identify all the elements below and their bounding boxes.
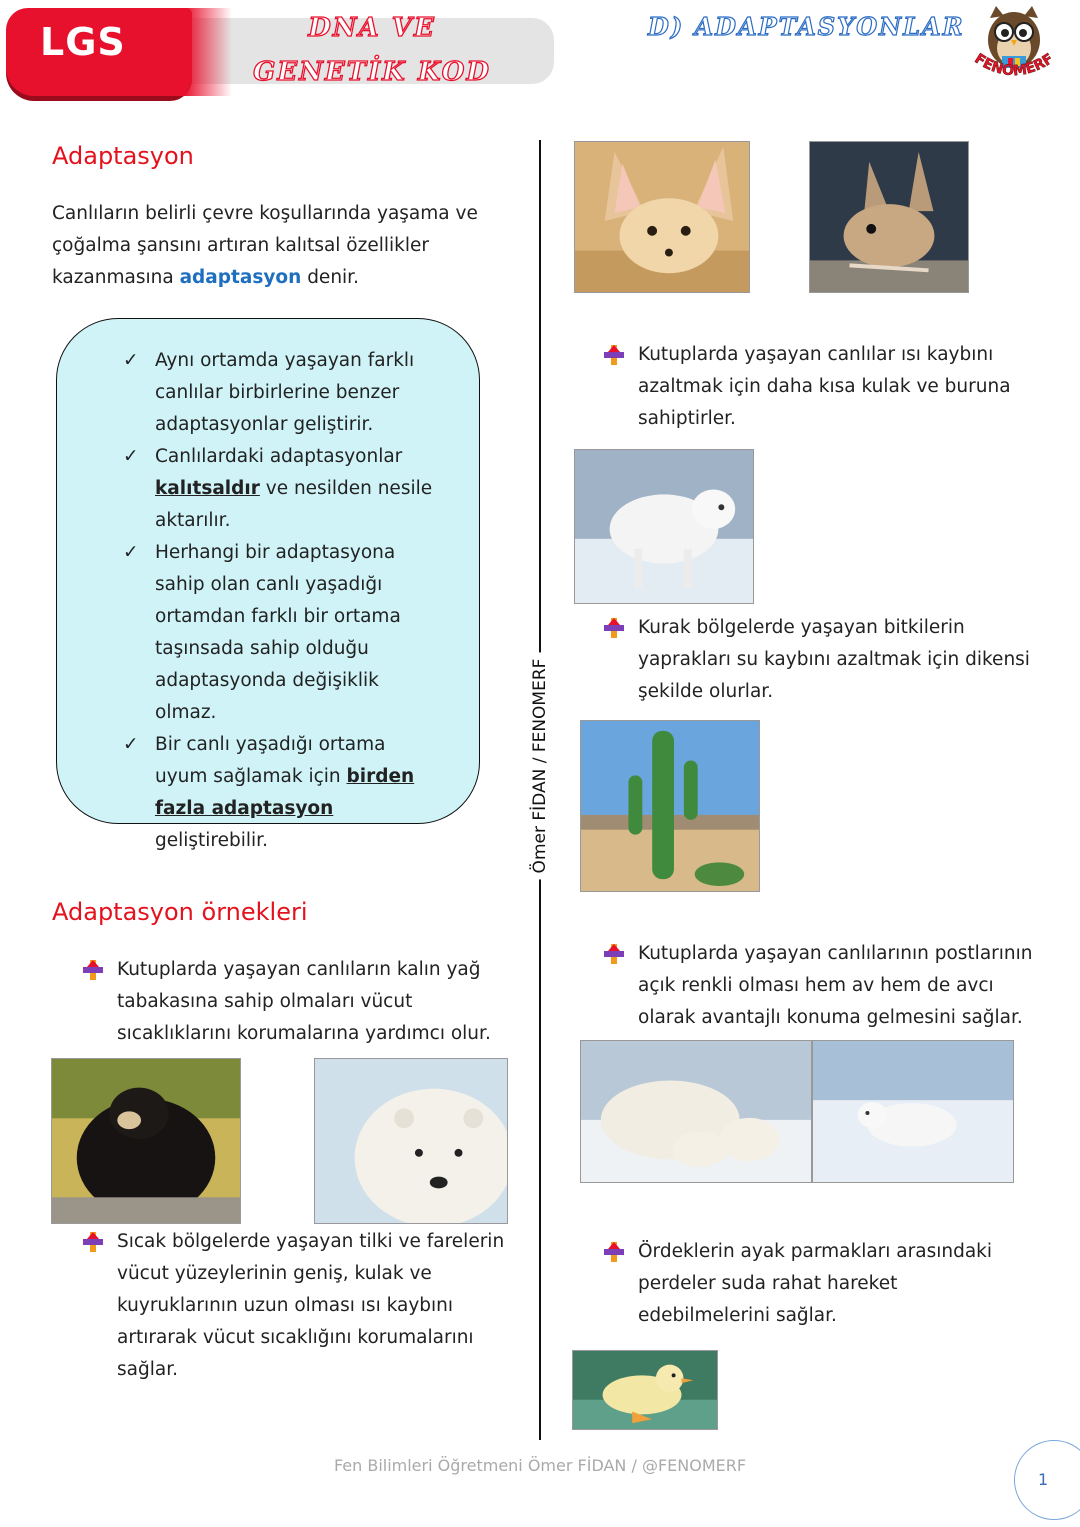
- definition-text-a: Canlıların belirli çevre koşullarında yaşama ve çoğalma şansını artıran kalıtsal özellikler kazanmasına: [52, 203, 478, 288]
- bullet-arrow-icon: [604, 618, 624, 638]
- footer-credit: Fen Bilimleri Öğretmeni Ömer FİDAN / @FENOMERF: [333, 1456, 747, 1475]
- heading-examples: Adaptasyon örnekleri: [52, 898, 308, 926]
- check-icon: ✓: [123, 350, 139, 371]
- example-dry-plants: [638, 612, 1038, 708]
- bullet-arrow-icon: [604, 1242, 624, 1262]
- photo-cactus: [580, 720, 760, 892]
- section-title: D) ADAPTASYONLAR: [648, 12, 965, 41]
- author-vertical-label: Ömer FİDAN / FENOMERF: [530, 653, 550, 880]
- bullet-arrow-icon: [83, 960, 103, 980]
- key-point-3-text: Herhangi bir adaptasyona sahip olan canlı yaşadığı ortamdan farklı bir ortama taşınsada sahip olduğu adaptasyonda değişiklik olmaz.: [155, 542, 401, 723]
- definition-text-b: denir.: [301, 267, 359, 288]
- heading-adaptasyon: Adaptasyon: [52, 142, 194, 170]
- bullet-arrow-icon: [604, 944, 624, 964]
- example-light-fur-text: Kutuplarda yaşayan canlılarının postlarının açık renkli olması hem av hem de avcı olarak avantajlı konuma gelmesini sağlar.: [638, 943, 1033, 1028]
- key-point-4-text-c: geliştirebilir.: [155, 830, 268, 851]
- key-point-4-text-a: Bir canlı yaşadığı ortama uyum sağlamak için: [155, 734, 386, 787]
- unit-title: DNA VE GENETİK KOD: [253, 13, 491, 87]
- key-point-2: [123, 441, 441, 537]
- photo-polar-bear: [314, 1058, 508, 1224]
- example-duck-webbed: [638, 1236, 1018, 1332]
- bullet-arrow-icon: [83, 1232, 103, 1252]
- key-points-box: [56, 318, 480, 851]
- example-fat-layer-text: Kutuplarda yaşayan canlıların kalın yağ tabakasına sahip olmaları vücut sıcaklıklarını korumalarına yardımcı olur.: [117, 959, 491, 1044]
- photo-jerboa: [809, 141, 969, 293]
- example-polar-short-ears: [638, 339, 1018, 435]
- photo-spectacled-bear: [51, 1058, 241, 1224]
- key-point-1: [123, 345, 441, 441]
- definition-term: adaptasyon: [179, 267, 302, 288]
- bullet-arrow-icon: [604, 345, 624, 365]
- example-dry-plants-text: Kurak bölgelerde yaşayan bitkilerin yaprakları su kaybını azaltmak için dikensi şekilde olurlar.: [638, 617, 1030, 702]
- photo-duckling: [572, 1350, 718, 1430]
- key-point-4: [123, 729, 441, 857]
- example-light-fur: [638, 938, 1038, 1034]
- photo-polar-bears-family: [580, 1040, 812, 1183]
- example-hot-region-text: Sıcak bölgelerde yaşayan tilki ve farelerin vücut yüzeylerinin geniş, kulak ve kuyruklarının uzun olması ısı kaybını artırarak vücut sıcaklığını korumalarını sağlar.: [117, 1231, 505, 1380]
- check-icon: ✓: [123, 734, 139, 755]
- check-icon: ✓: [123, 446, 139, 467]
- key-point-3: [123, 537, 441, 729]
- svg-text:FENOMERF: [972, 51, 1057, 80]
- key-point-2-text-a: Canlılardaki adaptasyonlar: [155, 446, 403, 467]
- key-point-1-text: Aynı ortamda yaşayan farklı canlılar birbirlerine benzer adaptasyonlar geliştirir.: [155, 350, 415, 435]
- photo-fennec-fox: [574, 141, 750, 293]
- example-polar-short-ears-text: Kutuplarda yaşayan canlılar ısı kaybını azaltmak için daha kısa kulak ve buruna sahiptirler.: [638, 344, 1011, 429]
- logo-text: FENOMERF: [971, 50, 1057, 80]
- photo-arctic-fox-snow: [812, 1040, 1014, 1183]
- key-point-2-term: kalıtsaldır: [155, 478, 260, 499]
- key-point-2-text-c: ve nesilden nesile aktarılır.: [155, 478, 433, 531]
- logo-wordmark: [966, 48, 1062, 90]
- definition-paragraph: [52, 198, 492, 294]
- photo-arctic-fox: [574, 449, 754, 604]
- check-icon: ✓: [123, 542, 139, 563]
- lgs-badge-label: LGS: [40, 20, 126, 64]
- page-number: 1: [1038, 1470, 1049, 1489]
- key-point-4-term: birden fazla adaptasyon: [155, 766, 415, 819]
- example-hot-region: [117, 1226, 517, 1386]
- example-duck-webbed-text: Ördeklerin ayak parmakları arasındaki perdeler suda rahat hareket edebilmelerini sağlar.: [638, 1241, 993, 1326]
- example-fat-layer: [117, 954, 507, 1050]
